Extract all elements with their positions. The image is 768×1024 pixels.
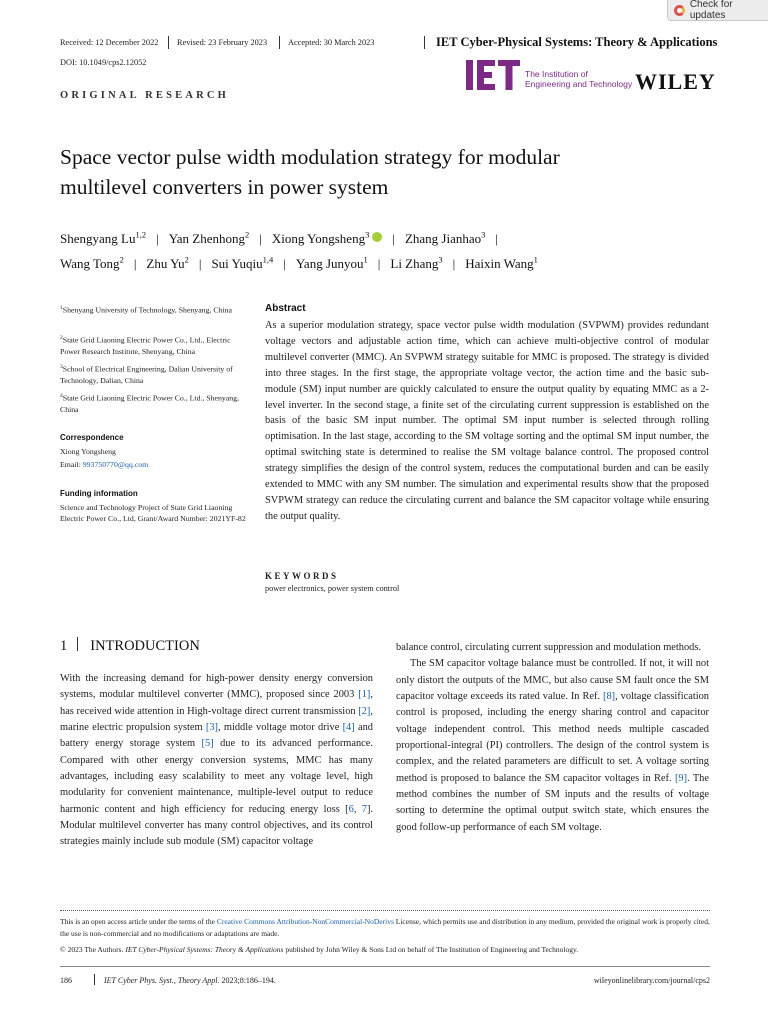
author[interactable]: Zhang Jianhao$^3$ (404, 230, 486, 247)
text-run: ]. Modular multilevel converter has many control objectives, and its control strategies mainly include sub module (SM) capacitor voltage (60, 803, 374, 848)
iet-name-line1: The Institution of (525, 69, 588, 79)
check-for-updates-label: Check for updates (689, 0, 733, 21)
affiliation: $^1$Shenyang University of Technology, Shenyang, China (60, 305, 232, 315)
check-for-updates-button[interactable] (667, 0, 768, 21)
page-number: 186 (60, 976, 72, 985)
received-date: Received: 12 December 2022 (60, 38, 159, 47)
section-heading: 1 INTRODUCTION (60, 638, 200, 654)
affiliation: $^2$State Grid Liaoning Electric Power Co., Ltd., Electric Power Research Institute, Shenyang, China (60, 335, 231, 356)
body-column-left (60, 671, 373, 851)
author[interactable]: Wang Tong$^2$ (60, 255, 124, 272)
affiliation: $^3$School of Electrical Engineering, Dalian University of Technology, Dalian, China (60, 364, 233, 385)
author-list-2: Wang Tong$^2$ | Zhu Yu$^2$ | Sui Yuqiu$^{1,4}$ | Yang Junyou$^1$ | Li Zhang$^3$ | Haixin Wang$^1$ (60, 255, 538, 272)
correspondence-heading: Correspondence (60, 433, 124, 442)
paragraph (396, 656, 709, 836)
citation-link[interactable]: [9] (674, 772, 688, 784)
license-link[interactable]: Creative Commons Attribution-NonCommercial-NoDerivs (216, 917, 394, 926)
title-line2: multilevel converters in power system (60, 175, 389, 199)
crossmark-icon (674, 5, 685, 16)
citation-link[interactable]: [3] (205, 722, 218, 734)
author[interactable]: Yang Junyou$^1$ (295, 255, 368, 272)
citation-link[interactable]: 6 (348, 803, 354, 815)
footer-rule (60, 966, 710, 967)
journal-name: IET Cyber-Physical Systems: Theory & Applications (436, 35, 718, 49)
text-run: , voltage classification control is proposed, including the energy sharing control and capacitor voltage independent control. This method needs multiple cascaded proportional-integral (PI) controllers. The design of the control system is complex, and the related parameters are difficult to set. A voltage sorting method is proposed to balance the SM capacitor voltages in Ref. (396, 691, 709, 784)
header-divider (279, 36, 280, 49)
text-run: and battery energy storage system (60, 722, 374, 750)
journal-url-link[interactable]: wileyonlinelibrary.com/journal/cps2 (593, 976, 710, 985)
iet-logo-icon (466, 60, 520, 90)
text-run: , middle voltage motor drive (217, 722, 343, 734)
footer-divider (94, 974, 95, 985)
funding-heading: Funding information (60, 489, 138, 498)
wiley-logo: WILEY (635, 69, 716, 94)
author[interactable]: Shengyang Lu$^{1,2}$ (60, 230, 147, 247)
author[interactable]: Li Zhang$^3$ (390, 255, 443, 272)
text-run: , (353, 803, 362, 815)
paragraph (60, 671, 373, 851)
email-link[interactable]: 993750770@qq.com (82, 460, 149, 469)
orcid-icon[interactable] (372, 232, 382, 242)
copyright-text: © 2023 The Authors. IET Cyber-Physical Systems: Theory & Applications published by John Wiley & Sons Ltd on behalf of The Institution of Engineering and Technology. (60, 945, 579, 954)
citation-line: IET Cyber Phys. Syst., Theory Appl. 2023;8:186–194. (104, 976, 276, 985)
text-run: The SM capacitor voltage balance must be controlled. If not, it will not only distort the outputs of the MMC, but also cause SM fault once the SM capacitor voltage exceeds its rated value. In Ref. (396, 658, 709, 703)
author[interactable]: Xiong Yongsheng$^3$ (271, 230, 370, 247)
citation-link[interactable]: 7 (361, 803, 367, 815)
funding-text: Science and Technology Project of State Grid Liaoning Electric Power Co., Ltd, Grant/Award Number: 2021YF-82 (60, 503, 246, 523)
author-list: Shengyang Lu$^{1,2}$ | Yan Zhenhong$^2$ | Xiong Yongsheng$^3$ | Zhang Jianhao$^3$ | (60, 230, 498, 247)
abstract-text: As a superior modulation strategy, space vector pulse width modulation (SVPWM) provides redundant voltage vectors and adjustable action time, which can achieve multi-objective control of modular multilevel converter (MMC). An SVPWM strategy suitable for MMC is proposed. The strategy is divided into three stages. In the first stage, the appropriate voltage vector, the action time and the basic sub-module (SM) input number are quickly calculated to ensure the output quality by equating MMC as a 2-level inverter. In the second stage, a finite set of the circulating current suppression is established on the basis of the basic SM input number. The optimal SM input number is selected through rolling optimisation. In the last stage, according to the SM voltage sorting and the optimal SM input number, the optimal switching state is determined to realise the SM voltage balance control. The proposed control strategy simplifies the design of the control system, reduces the computational burden and can be easily extended to MMC with any SM number. The simulation and experimental results show that the proposed SVPWM strategy can reduce the circulating current and balance the SM capacitor voltage while ensuring the output quality. (265, 320, 709, 522)
keywords-heading: KEYWORDS (265, 571, 339, 581)
article-type: ORIGINAL RESEARCH (60, 90, 230, 101)
text-run: , has received wide attention in High-voltage direct current transmission (60, 689, 373, 717)
text-run: due to its advanced performance. Compared with other energy conversion systems, MMC has many advantages, including easy scalability to meet any voltage level, high modularity for convenient maintenance, multiple-level output to reduce harmonic content and high efficiency for reducing energy loss [ (60, 738, 373, 815)
author[interactable]: Haixin Wang$^1$ (465, 255, 538, 272)
footer-divider (60, 910, 710, 911)
author[interactable]: Yan Zhenhong$^2$ (168, 230, 250, 247)
text-run: With the increasing demand for high-power density energy conversion systems, modular multilevel converter (MMC), proposed since 2003 (60, 673, 373, 701)
citation-link[interactable]: [1] (358, 689, 371, 701)
text-run: . The method combines the number of SM inputs and the results of voltage sorting to determine the optimal output switch state, which ensures the good follow-up performance of each SM voltage. (396, 772, 709, 833)
keywords-text: power electronics, power system control (265, 584, 400, 593)
title-line1: Space vector pulse width modulation strategy for modular (60, 145, 560, 169)
license-text: This is an open access article under the terms of the Creative Commons Attribution-NonCommercial-NoDerivs License, which permits use and distribution in any medium, provided the original work is properly cited, the use is non-commercial and no modifications or adaptations are made. (60, 917, 710, 938)
paragraph: balance control, circulating current suppression and modulation methods. (396, 642, 701, 653)
citation-link[interactable]: [2] (358, 705, 371, 717)
iet-name (525, 70, 632, 89)
doi-link[interactable]: DOI: 10.1049/cps2.12052 (60, 58, 147, 67)
affiliation: $^4$State Grid Liaoning Electric Power Co., Ltd., Shenyang, China (60, 393, 240, 414)
author[interactable]: Sui Yuqiu$^{1,4}$ (211, 255, 274, 272)
header-divider (168, 36, 169, 49)
revised-date: Revised: 23 February 2023 (177, 38, 268, 47)
body-column-right (396, 640, 709, 836)
citation-link[interactable]: [5] (201, 738, 214, 750)
text-run: , marine electric propulsion system (60, 705, 373, 734)
article-title (60, 142, 700, 202)
author[interactable]: Zhu Yu$^2$ (146, 255, 189, 272)
iet-name-line2: Engineering and Technology (525, 78, 633, 89)
correspondence-name: Xiong Yongsheng (60, 447, 116, 456)
citation-link[interactable]: [4] (342, 722, 355, 734)
header-divider (424, 36, 425, 49)
accepted-date: Accepted: 30 March 2023 (288, 38, 375, 47)
correspondence-email: Email: 993750770@qq.com (60, 460, 149, 469)
citation-link[interactable]: [8] (602, 691, 616, 703)
abstract-heading: Abstract (265, 303, 306, 314)
